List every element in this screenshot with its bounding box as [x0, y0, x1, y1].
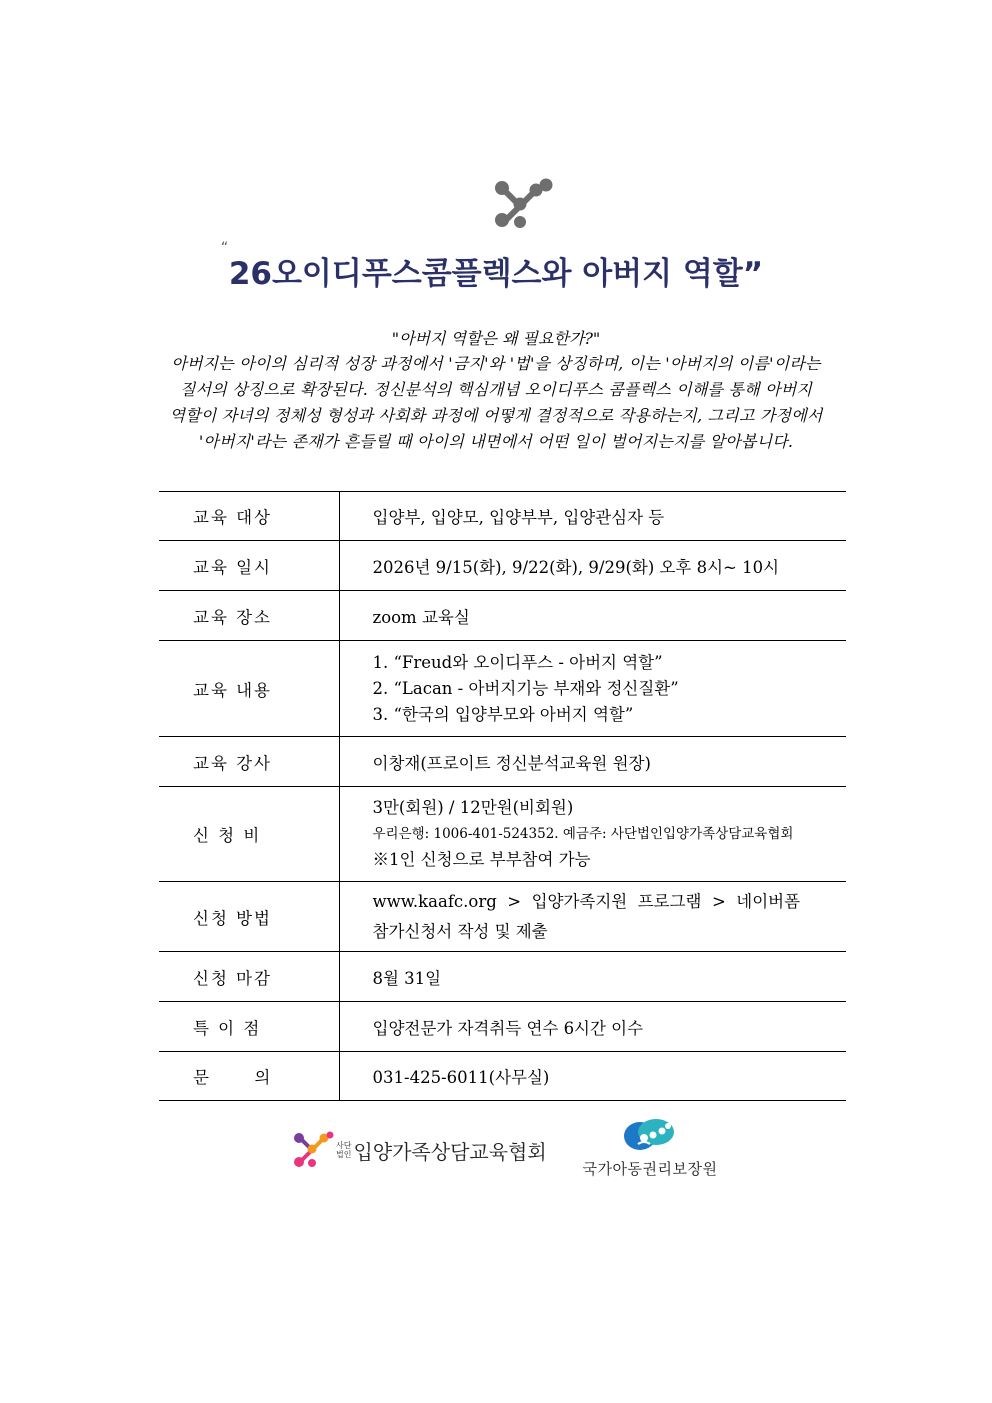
info-table — [159, 491, 846, 1101]
row-label: 교육 대상 — [159, 492, 339, 541]
title-open-quote: “ — [220, 240, 229, 256]
table-row-fee — [159, 787, 846, 882]
row-label: 교육 장소 — [159, 591, 339, 641]
prefix-top: 사단 — [336, 1141, 352, 1150]
row-value: 이창재(프로이트 정신분석교육원 원장) — [372, 753, 651, 773]
table-row-deadline — [159, 952, 846, 1002]
fee-note: ※1인 신청으로 부부참여 가능 — [372, 850, 591, 869]
association-color-logo-icon — [292, 1130, 334, 1170]
table-row-lecturer — [159, 737, 846, 787]
row-label: 교육 강사 — [159, 737, 339, 787]
row-value — [339, 882, 846, 952]
row-label: 교육 일시 — [159, 541, 339, 591]
table-row-content — [159, 641, 846, 737]
row-label: 신청 마감 — [159, 952, 339, 1002]
row-value — [339, 641, 846, 737]
table-row-special — [159, 1002, 846, 1052]
association-prefix — [336, 1141, 351, 1159]
table-row-method — [159, 882, 846, 952]
fee-price: 3만(회원) / 12만원(비회원) — [372, 798, 574, 817]
row-value: 입양전문가 자격취득 연수 6시간 이수 — [372, 1018, 644, 1038]
ncrc-name: 국가아동권리보장원 — [582, 1160, 718, 1178]
page-title-text: 26오이디푸스콤플렉스와 아버지 역할” — [228, 256, 764, 292]
intro-line: 역할이 자녀의 정체성 형성과 사회화 과정에 어떻게 결정적으로 작용하는지, 그리고 가정에서 — [169, 406, 823, 425]
row-value: zoom 교육실 — [372, 607, 470, 627]
fee-bank-account: 우리은행: 1006-401-524352. 예금주: 사단법인입양가족상담교육협회 — [372, 826, 794, 842]
subtitle: "아버지 역할은 왜 필요한가?" — [391, 329, 601, 348]
row-value: 8월 31일 — [372, 968, 442, 988]
row-value: 2026년 9/15(화), 9/22(화), 9/29(화) 오후 8시~ 10시 — [372, 557, 780, 577]
intro-line: 아버지는 아이의 심리적 성장 과정에서 '금지'와 '법'을 상징하며, 이는 '아버지의 이름'이라는 — [171, 354, 821, 373]
content-item: 3. “한국의 입양부모와 아버지 역할” — [372, 704, 634, 724]
row-label: 신청 방법 — [159, 882, 339, 952]
table-row-place — [159, 591, 846, 641]
page-title — [220, 240, 764, 293]
footer-logos — [0, 1118, 992, 1178]
association-name: 입양가족상담교육협회 — [353, 1139, 547, 1164]
row-value: 031-425-6011(사무실) — [372, 1068, 550, 1087]
title-container — [0, 240, 992, 293]
table-row-contact — [159, 1052, 846, 1101]
row-label: 교육 내용 — [159, 641, 339, 737]
row-value — [339, 787, 846, 882]
content-item: 2. “Lacan - 아버지기능 부재와 정신질환” — [372, 678, 679, 698]
method-line: www.kaafc.org > 입양가족지원 프로그램 > 네이버폼 — [372, 891, 801, 911]
association-logo-icon — [490, 176, 554, 232]
association-logo — [292, 1130, 547, 1170]
row-label: 문 의 — [159, 1052, 339, 1101]
row-value: 입양부, 입양모, 입양부부, 입양관심자 등 — [372, 508, 665, 527]
prefix-bottom: 법인 — [336, 1150, 352, 1159]
row-label: 특 이 점 — [159, 1002, 339, 1052]
table-row-target — [159, 492, 846, 541]
ncrc-emblem-icon — [622, 1118, 678, 1152]
method-line: 참가신청서 작성 및 제출 — [372, 921, 548, 941]
intro-line: 질서의 상징으로 확장된다. 정신분석의 핵심개념 오이디푸스 콤플렉스 이해를 통해 아버지 — [179, 380, 813, 399]
intro-line: '아버지'라는 존재가 흔들릴 때 아이의 내면에서 어떤 일이 벌어지는지를 알아봅니다. — [198, 432, 794, 451]
intro-paragraph — [130, 351, 862, 455]
ncrc-logo — [575, 1118, 725, 1179]
row-label: 신 청 비 — [159, 787, 339, 882]
content-item: 1. “Freud와 오이디푸스 - 아버지 역할” — [372, 652, 663, 672]
table-row-datetime — [159, 541, 846, 591]
